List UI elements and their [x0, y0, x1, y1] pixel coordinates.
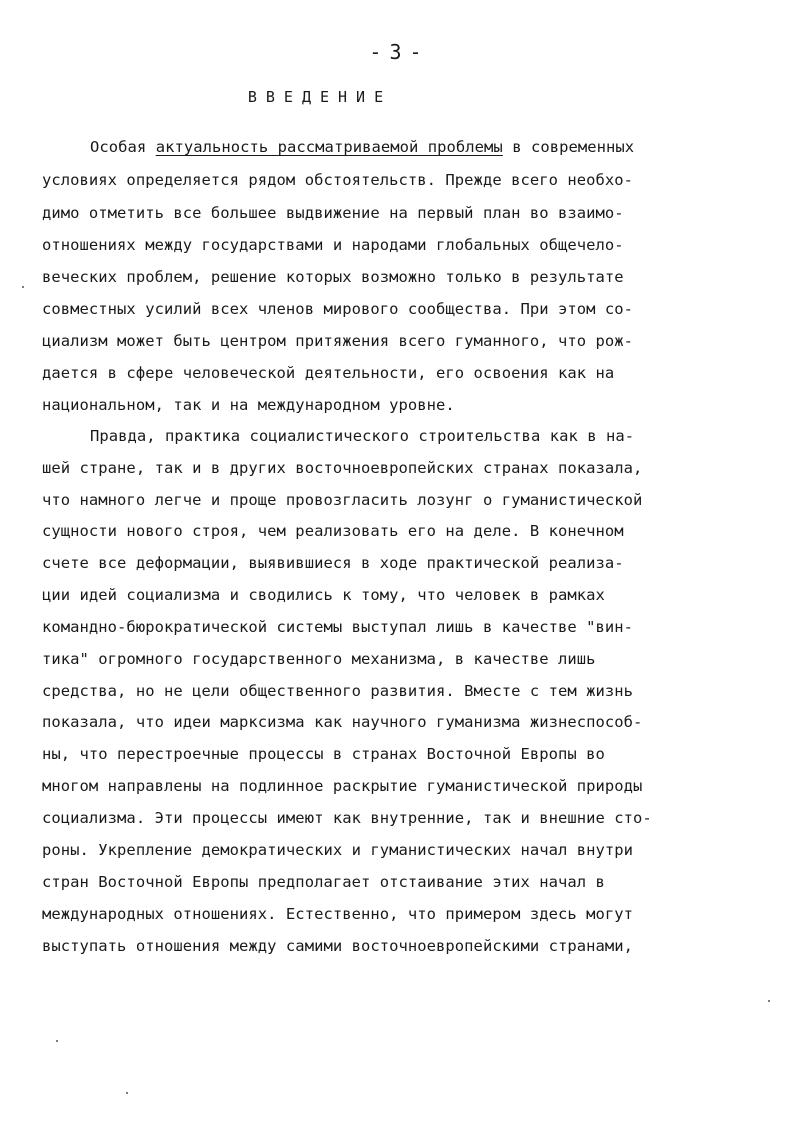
- paragraph-2-line-7: командно-бюрократической системы выступал лишь в качестве "вин-: [42, 618, 634, 636]
- paragraph-2-line-14: роны. Укрепление демократических и гуманистических начал внутри: [42, 841, 634, 859]
- paragraph-1-line-2: условиях определяется рядом обстоятельств. Прежде всего необхо-: [42, 171, 634, 189]
- paragraph-1-line-9: национальном, так и на международном уровне.: [42, 396, 455, 414]
- paragraph-2-line-3: что намного легче и проще провозгласить лозунг о гуманистической: [42, 491, 643, 509]
- paragraph-2-line-13: социализма. Эти процессы имеют как внутренние, так и внешние сто-: [42, 809, 652, 827]
- paragraph-2-line-6: ции идей социализма и сводились к тому, что человек в рамках: [42, 586, 605, 604]
- paragraph-2-line-11: ны, что перестроечные процессы в странах Восточной Европы во: [42, 745, 605, 763]
- underlined-phrase: актуальность рассматриваемой проблемы: [155, 138, 503, 156]
- scan-speck: [126, 1092, 128, 1094]
- paragraph-2-line-8: тика" огромного государственного механизма, в качестве лишь: [42, 650, 596, 668]
- paragraph-2-line-9: средства, но не цели общественного развития. Вместе с тем жизнь: [42, 682, 634, 700]
- paragraph-2-line-4: сущности нового строя, чем реализовать его на деле. В конечном: [42, 522, 624, 540]
- paragraph-2-line-16: международных отношениях. Естественно, что примером здесь могут: [42, 905, 634, 923]
- paragraph-2-line-12: многом направлены на подлинное раскрытие гуманистической природы: [42, 777, 643, 795]
- paragraph-1-line-5: веческих проблем, решение которых возможно только в результате: [42, 268, 624, 286]
- paragraph-2-line-17: выступать отношения между самими восточноевропейскими странами,: [42, 937, 634, 955]
- paragraph-2-line-15: стран Восточной Европы предполагает отстаивание этих начал в: [42, 873, 605, 891]
- scan-speck: [22, 286, 24, 288]
- page-number-suffix: -: [409, 40, 424, 64]
- paragraph-1-line-1: [90, 137, 634, 157]
- paragraph-2-line-10: показала, что идеи марксизма как научного гуманизма жизнеспособ-: [42, 713, 643, 731]
- paragraph-2-line-1: Правда, практика социалистического строительства как в на-: [90, 427, 635, 445]
- paragraph-2-line-2: шей стране, так и в других восточноевропейских странах показала,: [42, 459, 643, 477]
- line-text: Особая: [90, 138, 156, 156]
- paragraph-1-line-8: дается в сфере человеческой деятельности, его освоения как на: [42, 364, 615, 382]
- scan-speck: [56, 1040, 58, 1042]
- scan-speck: [768, 1000, 770, 1002]
- page-number: [0, 40, 793, 64]
- page-number-value: 3: [389, 40, 404, 64]
- section-heading: ВВЕДЕНИЕ: [247, 88, 393, 106]
- paragraph-1-line-3: димо отметить все большее выдвижение на первый план во взаимо-: [42, 204, 624, 222]
- paragraph-1-line-4: отношениях между государствами и народами глобальных общечело-: [42, 236, 624, 254]
- paragraph-1-line-7: циализм может быть центром притяжения всего гуманного, что рож-: [42, 332, 634, 350]
- line-text: в современных: [502, 138, 635, 156]
- paragraph-1-line-6: совместных усилий всех членов мирового сообщества. При этом со-: [42, 300, 634, 318]
- page-number-prefix: -: [369, 40, 384, 64]
- paragraph-2-line-5: счете все деформации, выявившиеся в ходе практической реализа-: [42, 554, 624, 572]
